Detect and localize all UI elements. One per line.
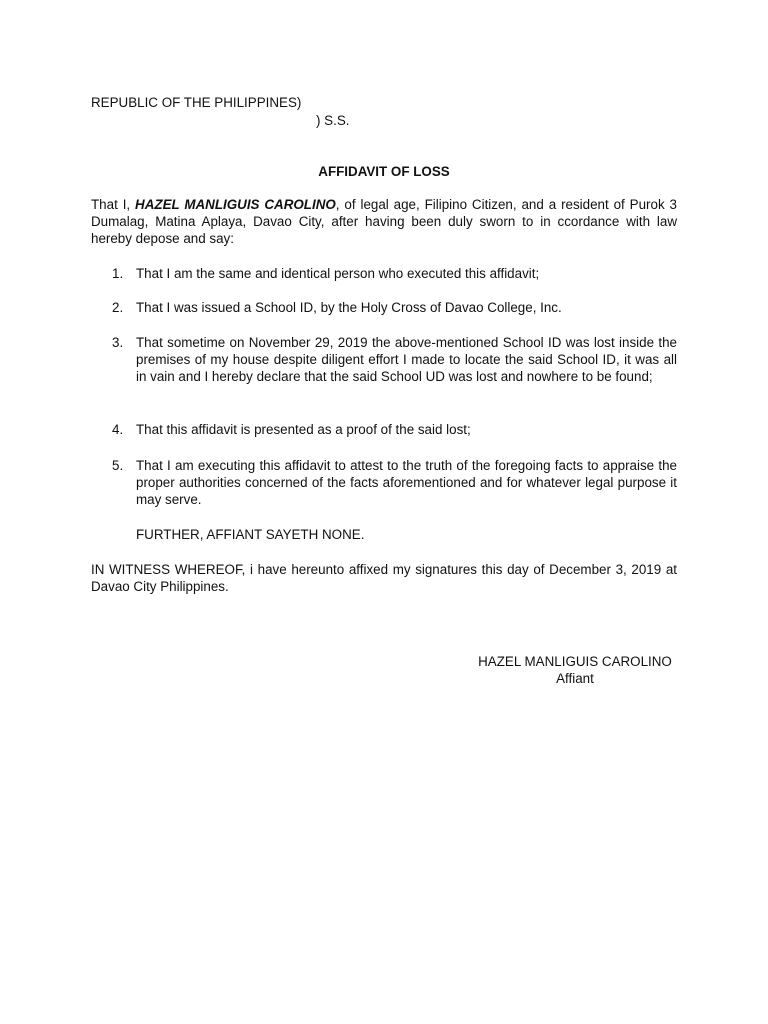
- list-item-number: 3.: [112, 335, 124, 350]
- further-affiant-statement: FURTHER, AFFIANT SAYETH NONE.: [136, 527, 365, 542]
- list-item: [91, 457, 677, 508]
- venue-ss: ) S.S.: [316, 113, 350, 128]
- signatory-role: Affiant: [556, 671, 594, 686]
- affiant-name: HAZEL MANLIGUIS CAROLINO: [135, 197, 336, 212]
- list-item-text: That I am executing this affidavit to attest to the truth of the foregoing facts to appraise the proper authorities concerned of the facts aforementioned and for whatever legal purpose it may serve.: [136, 458, 677, 507]
- list-item-text: That I was issued a School ID, by the Holy Cross of Davao College, Inc.: [136, 300, 562, 315]
- intro-prefix: That I,: [91, 197, 136, 212]
- list-item-text: That this affidavit is presented as a proof of the said lost;: [136, 422, 471, 437]
- list-item-number: 4.: [112, 422, 124, 437]
- signatory-name: HAZEL MANLIGUIS CAROLINO: [478, 654, 672, 669]
- list-item-text: That I am the same and identical person who executed this affidavit;: [136, 266, 540, 281]
- list-item: [91, 421, 677, 438]
- list-item-number: 2.: [112, 300, 124, 315]
- signature-block: [440, 653, 710, 687]
- document-title: AFFIDAVIT OF LOSS: [318, 164, 450, 179]
- list-item-number: 5.: [112, 458, 124, 473]
- list-item: [91, 265, 677, 282]
- witness-paragraph: IN WITNESS WHEREOF, i have hereunto affixed my signatures this day of December 3, 2019 at Davao City Philippines.: [91, 562, 677, 594]
- list-item-number: 1.: [112, 266, 124, 281]
- intro-paragraph: [91, 196, 677, 247]
- venue-republic: REPUBLIC OF THE PHILIPPINES): [91, 95, 302, 110]
- intro-rest: , of legal age, Filipino Citizen, and a resident of Purok 3 Dumalag, Matina Aplaya, Davao City, after having been duly sworn to in ccordance with law hereby depose and say:: [91, 197, 678, 246]
- list-item-text: That sometime on November 29, 2019 the above-mentioned School ID was lost inside the premises of my house despite diligent effort I made to locate the said School ID, it was all in vain and I hereby declare that the said School UD was lost and nowhere to be found;: [136, 335, 677, 384]
- list-item: [91, 299, 677, 316]
- list-item: [91, 334, 677, 385]
